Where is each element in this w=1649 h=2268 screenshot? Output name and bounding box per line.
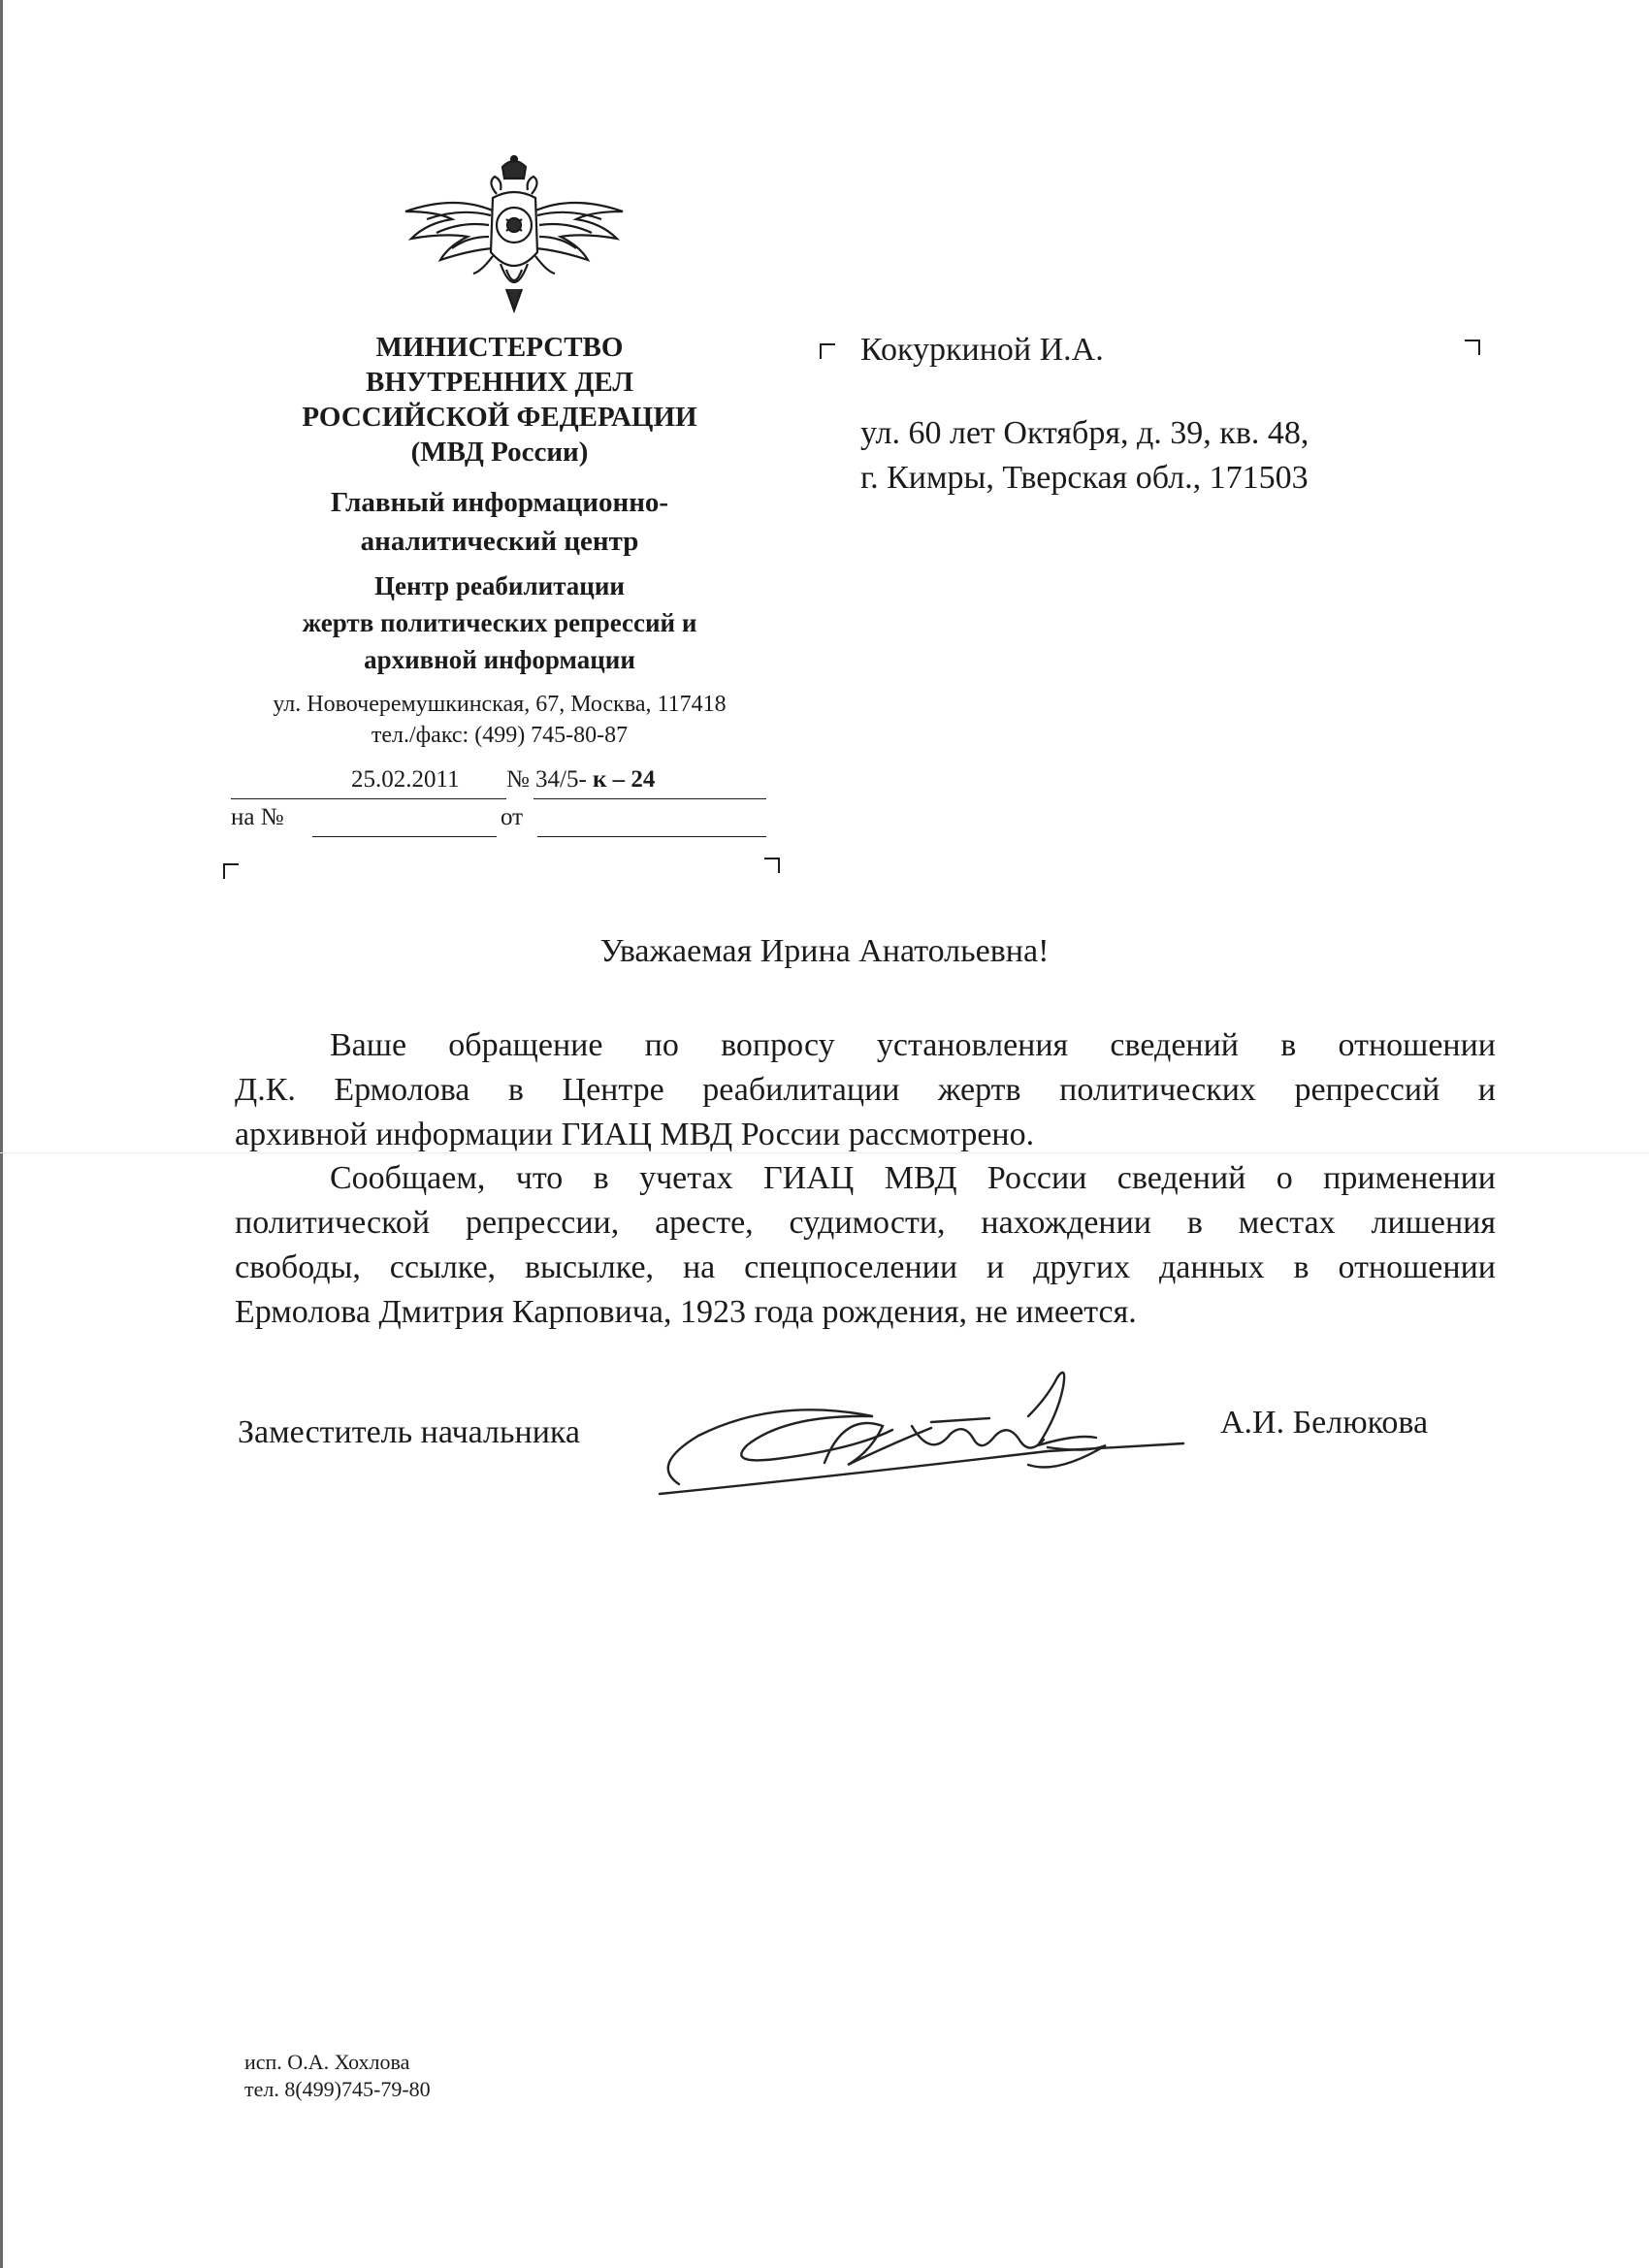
paragraph-1-line: Ваше обращение по вопросу установления сведений в отношении [330,1027,1496,1063]
recipient-address-line-1: ул. 60 лет Октября, д. 39, кв. 48, [860,415,1310,451]
recipient-name: Кокуркиной И.А. [860,332,1104,368]
executor-block [244,2049,431,2103]
double-headed-eagle-emblem-icon [398,155,630,318]
recipient-corner-mark-right [1465,340,1480,355]
department-name [213,483,786,561]
registration-reference-line [231,802,766,837]
reference-from-label: от [501,804,524,830]
handwritten-signature [640,1358,1212,1513]
signatory-position: Заместитель начальника [238,1414,581,1450]
letter-paragraph-1 [235,1023,1496,1157]
executor-phone: тел. 8(499)745-79-80 [244,2077,431,2101]
recipient-address-line-2: г. Кимры, Тверская обл., 171503 [860,460,1309,496]
ministry-line-2: ВНУТРЕННИХ ДЕЛ [366,367,633,398]
ministry-line-3: РОССИЙСКОЙ ФЕДЕРАЦИИ [302,402,697,433]
registration-date-number-line [231,764,766,799]
department-line-2: аналитический центр [360,526,639,557]
signatory-name: А.И. Белюкова [1220,1405,1429,1441]
ministry-name [213,330,786,470]
executor-name: исп. О.А. Хохлова [244,2050,410,2074]
department-line-1: Главный информационно- [330,487,669,518]
paragraph-2-line: Ермолова Дмитрия Карповича, 1923 года рождения, не имеется. [235,1294,1137,1330]
paragraph-2-line: Сообщаем, что в учетах ГИАЦ МВД России сведений о применении [330,1160,1496,1196]
center-line-3: архивной информации [364,645,635,674]
registration-date: 25.02.2011 [351,766,460,793]
letterhead-corner-mark-left [223,863,239,879]
paragraph-2-line: политической репрессии, аресте, судимости, нахождении в местах лишения [235,1205,1496,1241]
scan-page-edge [0,0,3,2268]
center-name [213,567,786,678]
letterhead-address-block [213,689,786,751]
letter-paragraph-2 [235,1156,1496,1335]
registration-number-value: 34/5- к – 24 [535,766,656,793]
letterhead-phone: тел./факс: (499) 745-80-87 [371,723,629,748]
ministry-line-1: МИНИСТЕРСТВО [375,332,624,363]
paragraph-1-line: архивной информации ГИАЦ МВД России рассмотрено. [235,1117,1035,1152]
registration-number-label: № [506,766,530,793]
letter-greeting: Уважаемая Ирина Анатольевна! [599,933,1050,969]
letterhead-address: ул. Новочеремушкинская, 67, Москва, 117418 [273,692,727,717]
reference-number-label: на № [231,804,284,830]
ministry-short-name: (МВД России) [410,437,589,468]
center-line-2: жертв политических репрессий и [302,608,697,637]
paragraph-1-line: Д.К. Ермолова в Центре реабилитации жертв политических репрессий и [235,1072,1496,1108]
center-line-1: Центр реабилитации [374,571,625,600]
recipient-corner-mark-left [820,343,835,359]
recipient-address [860,411,1309,501]
letterhead-corner-mark-right [764,858,780,873]
registration-number-suffix: к – 24 [593,766,656,793]
paragraph-2-line: свободы, ссылке, высылке, на спецпоселении и других данных в отношении [235,1249,1496,1285]
